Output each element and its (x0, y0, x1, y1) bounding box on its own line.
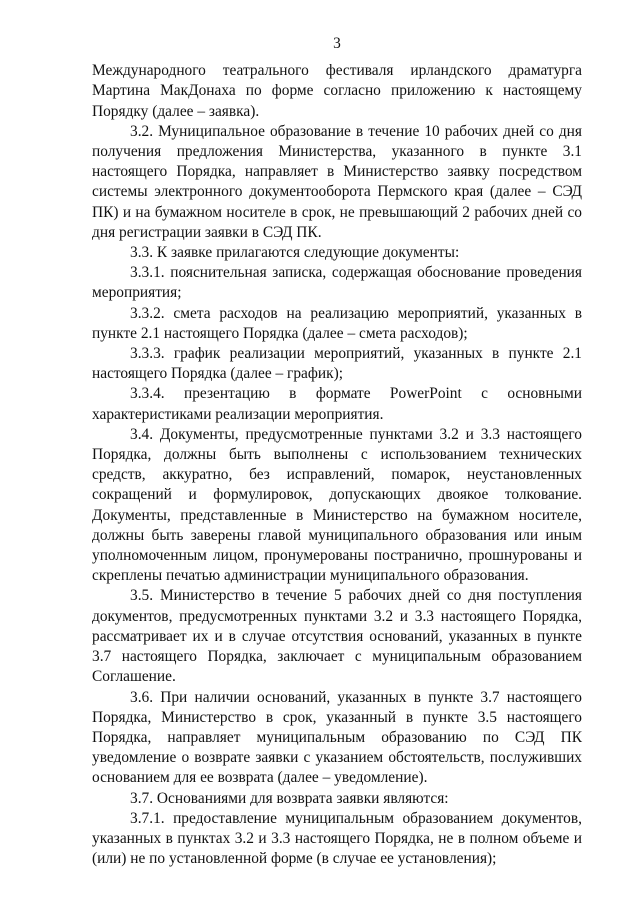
paragraph-3-3-1: 3.3.1. пояснительная записка, содержащая обоснование проведения мероприятия; (92, 264, 582, 302)
paragraph-3-7: 3.7. Основаниями для возврата заявки являются: (130, 789, 449, 807)
paragraph-3-3: 3.3. К заявке прилагаются следующие документы: (130, 244, 460, 262)
paragraph-3-7-1: 3.7.1. предоставление муниципальным образованием документов, указанных в пунктах 3.2 и 3.3 настоящего Порядка, не в полном объеме и (или) не по установленной форме (в случае ее установления); (92, 809, 582, 868)
paragraph-3-3-3: 3.3.3. график реализации мероприятий, указанных в пункте 2.1 настоящего Порядка (далее – график); (92, 345, 582, 383)
paragraph-3-6: 3.6. При наличии оснований, указанных в пункте 3.7 настоящего Порядка, Министерство в срок, указанный в пункте 3.5 настоящего Порядка, направляет муниципальным образованию по СЭД ПК уведомление о возврате заявки с указанием обстоятельств, послуживших основанием для ее возврата (далее – уведомление). (92, 688, 582, 787)
paragraph-3-5: 3.5. Министерство в течение 5 рабочих дней со дня поступления документов, предусмотренных пунктами 3.2 и 3.3 настоящего Порядка, рассматривает их и в случае отсутствия оснований, указанных в пункте 3.7 настоящего Порядка, заключает с муниципальным образованием Соглашение. (92, 587, 582, 686)
paragraph-3-3-2: 3.3.2. смета расходов на реализацию мероприятий, указанных в пункте 2.1 настоящего Порядка (далее – смета расходов); (92, 304, 582, 342)
paragraph-3-2: 3.2. Муниципальное образование в течение 10 рабочих дней со дня получения предложения Министерства, указанного в пункте 3.1 настоящего Порядка, направляет в Министерство заявку посредством системы электронного документооборота Пермского края (далее – СЭД ПК) и на бумажном носителе в срок, не превышающий 2 рабочих дней со дня регистрации заявки в СЭД ПК. (92, 122, 582, 241)
page-number: 3 (333, 35, 341, 52)
paragraph-intro: Международного театрального фестиваля ирландского драматурга Мартина МакДонаха по форме согласно приложению к настоящему Порядку (далее – заявка). (92, 62, 582, 120)
paragraph-3-4: 3.4. Документы, предусмотренные пунктами 3.2 и 3.3 настоящего Порядка, должны быть выполнены с использованием технических средств, аккуратно, без исправлений, помарок, неустановленных сокращений и формулировок, допускающих двоякое толкование. Документы, представленные в Министерство на бумажном носителе, должны быть заверены главой муниципального образования или иным уполномоченным лицом, пронумерованы постранично, прошнурованы и скреплены печатью администрации муниципального образования. (92, 425, 582, 585)
paragraph-3-3-4: 3.3.4. презентацию в формате PowerPoint с основными характеристиками реализации мероприятия. (92, 385, 582, 423)
